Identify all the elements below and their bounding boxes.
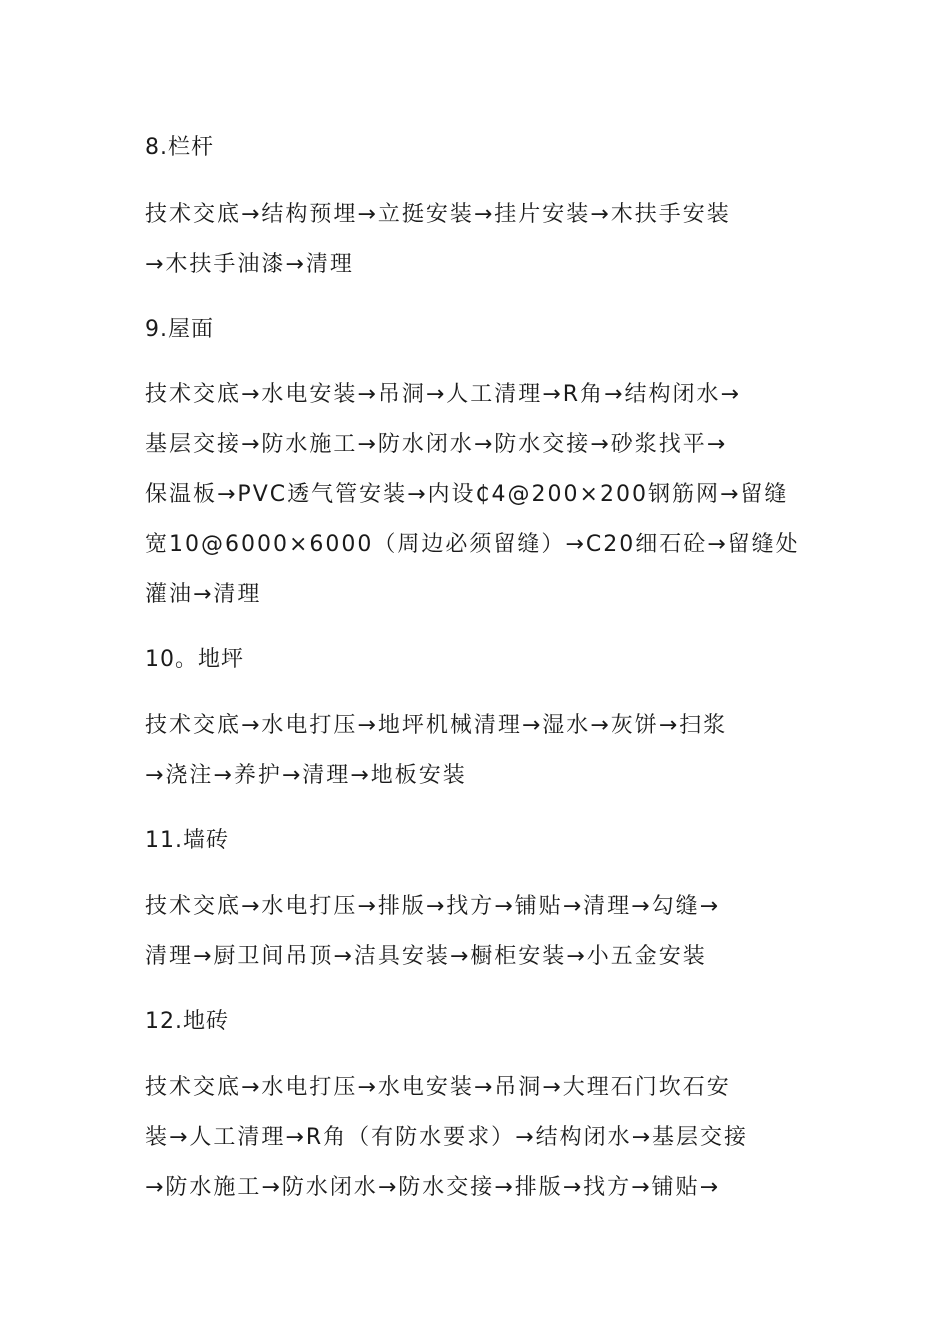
section-body-floor-tile <box>145 1063 805 1213</box>
section-heading-wall-tile: 11.墙砖 <box>145 828 229 853</box>
section-body-roof <box>145 370 805 620</box>
text-line: 基层交接→防水施工→防水闭水→防水交接→砂浆找平→ <box>145 432 728 457</box>
section-heading-railing: 8.栏杆 <box>145 135 214 160</box>
section-heading-roof: 9.屋面 <box>145 317 214 342</box>
text-line: 清理→厨卫间吊顶→洁具安装→橱柜安装→小五金安装 <box>145 944 707 969</box>
text-line: 技术交底→水电打压→排版→找方→铺贴→清理→勾缝→ <box>145 894 721 919</box>
text-line: 保温板→PVC透气管安装→内设₵4@200×200钢筋网→留缝 <box>145 482 789 507</box>
section-body-railing <box>145 190 805 290</box>
text-line: 技术交底→结构预埋→立挺安装→挂片安装→木扶手安装 <box>145 202 731 227</box>
text-line: 技术交底→水电安装→吊洞→人工清理→R角→结构闭水→ <box>145 382 741 407</box>
text-line: 技术交底→水电打压→水电安装→吊洞→大理石门坎石安 <box>145 1075 731 1100</box>
section-body-wall-tile <box>145 882 805 982</box>
text-line: 技术交底→水电打压→地坪机械清理→湿水→灰饼→扫浆 <box>145 713 728 738</box>
text-line: 灌油→清理 <box>145 582 262 607</box>
text-line: 装→人工清理→R角（有防水要求）→结构闭水→基层交接 <box>145 1125 749 1150</box>
text-line: 宽10@6000×6000（周边必须留缝）→C20细石砼→留缝处 <box>145 532 800 557</box>
section-heading-floor-screed: 10。地坪 <box>145 647 244 672</box>
text-line: →木扶手油漆→清理 <box>145 252 354 277</box>
section-heading-floor-tile: 12.地砖 <box>145 1009 229 1034</box>
text-line: →防水施工→防水闭水→防水交接→排版→找方→铺贴→ <box>145 1175 721 1200</box>
section-body-floor-screed <box>145 701 805 801</box>
text-line: →浇注→养护→清理→地板安装 <box>145 763 467 788</box>
